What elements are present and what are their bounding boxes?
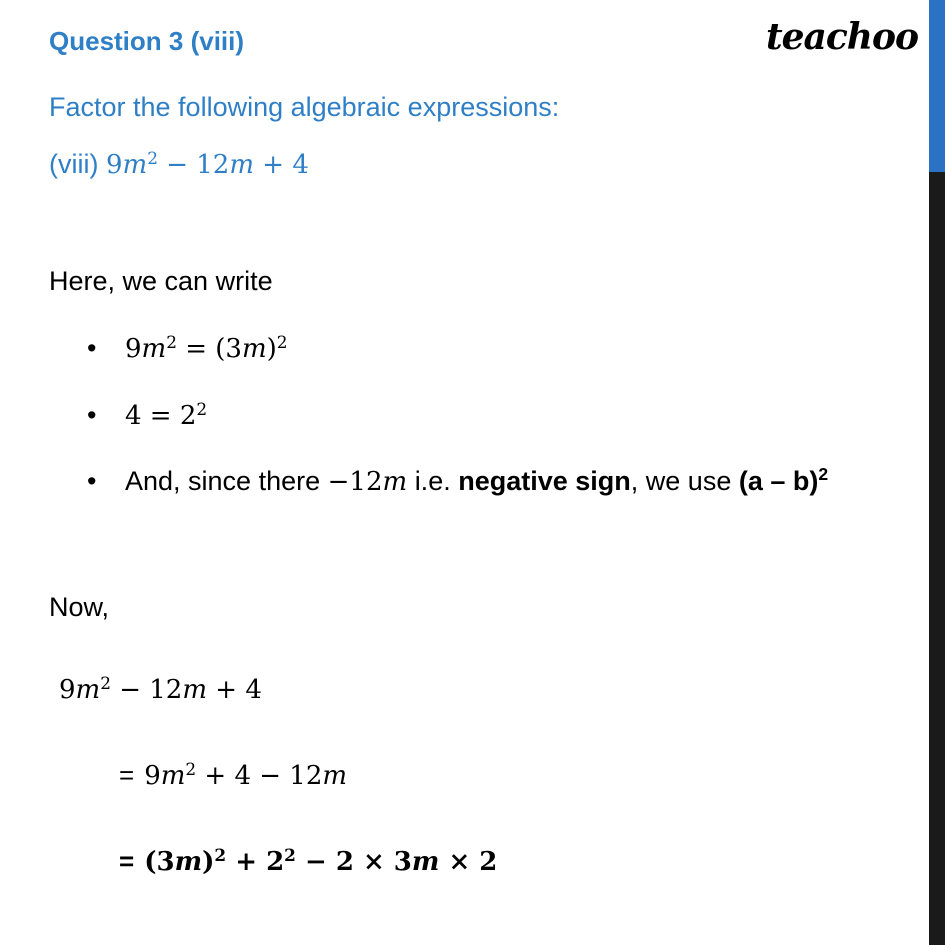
question-heading: Question 3 (viii) bbox=[49, 26, 245, 56]
bullet-text-after: , we use bbox=[630, 466, 732, 496]
bullet-icon: • bbox=[87, 466, 97, 496]
problem-label: (viii) bbox=[49, 149, 99, 179]
problem-line bbox=[49, 149, 309, 180]
now-label: Now, bbox=[49, 592, 110, 622]
bullet-icon: • bbox=[87, 333, 97, 363]
problem-expression: $9m^2 - 12m + 4$ bbox=[106, 147, 309, 180]
bullet-item-1 bbox=[87, 333, 288, 364]
step-expression-3: = $(3m)^2 + 2^2 - 2 \times 3m \times 2$ bbox=[119, 844, 498, 877]
bullet-item-3 bbox=[87, 466, 828, 497]
bullet-math: $4 = 2^2$ bbox=[125, 398, 208, 431]
problem-instruction: Factor the following algebraic expressions: bbox=[49, 92, 560, 122]
scrollbar-track[interactable] bbox=[929, 0, 945, 945]
bullet-bold-formula: (a – b)$^2$ bbox=[738, 464, 829, 496]
solution-intro: Here, we can write bbox=[49, 266, 273, 296]
bullet-icon: • bbox=[87, 400, 97, 430]
bullet-item-2 bbox=[87, 400, 207, 431]
bullet-math: $9m^2 = (3m)^2$ bbox=[125, 331, 288, 364]
bullet-text-mid: i.e. bbox=[414, 466, 451, 496]
step-expression-1: $9m^2 - 12m + 4$ bbox=[59, 672, 262, 705]
bullet-bold-negative-sign: negative sign bbox=[458, 466, 631, 496]
scrollbar-thumb[interactable] bbox=[929, 0, 945, 172]
bullet-text-before: And, since there bbox=[125, 466, 321, 496]
step-expression-2: = $9m^2 + 4 - 12m$ bbox=[119, 758, 348, 791]
bullet-math: −12m bbox=[327, 467, 408, 497]
teachoo-logo[interactable]: teachoo bbox=[766, 16, 918, 58]
